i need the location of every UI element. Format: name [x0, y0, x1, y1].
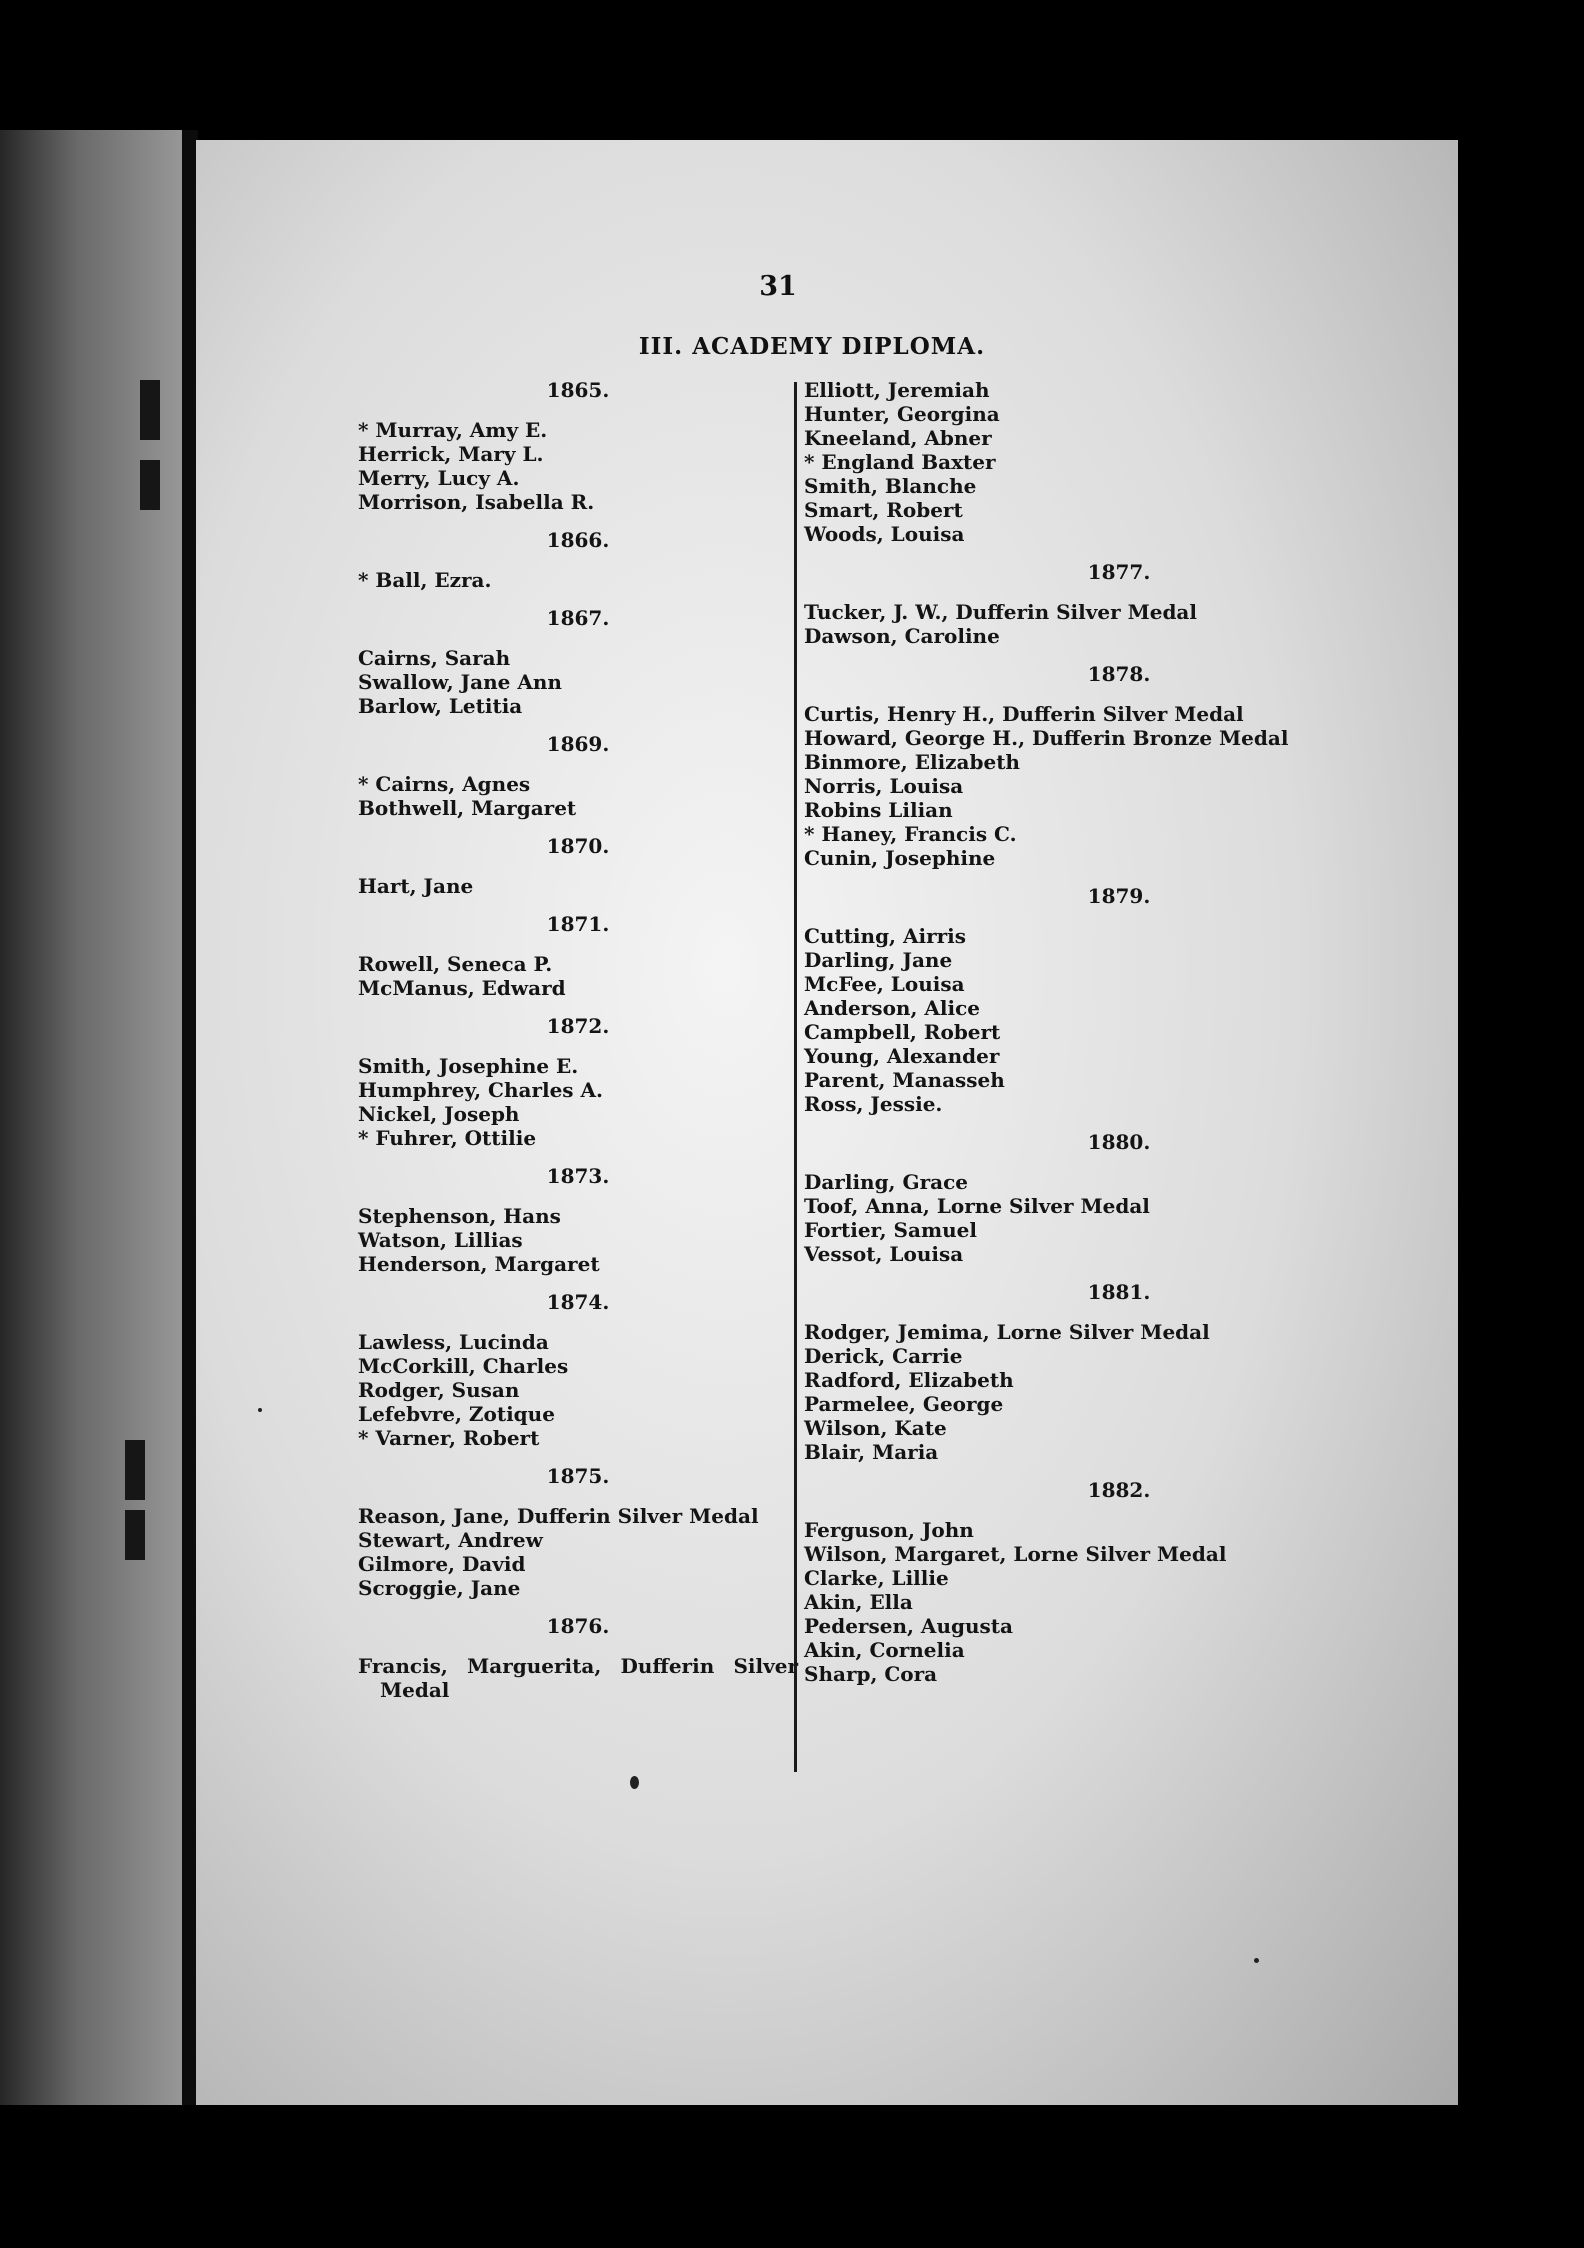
year-heading: 1882. [1087, 1478, 1151, 1502]
graduate-entry: * Varner, Robert [358, 1426, 540, 1450]
graduate-entry: Stephenson, Hans [358, 1204, 561, 1228]
graduate-entry: * Cairns, Agnes [358, 772, 531, 796]
graduate-entry: Ross, Jessie. [804, 1092, 943, 1116]
section-title: III. ACADEMY DIPLOMA. [638, 333, 986, 360]
graduate-entry: Howard, George H., Dufferin Bronze Medal [804, 726, 1289, 750]
graduate-entry: Fortier, Samuel [804, 1218, 977, 1242]
graduate-entry: Hunter, Georgina [804, 402, 1000, 426]
binding-mark [125, 1440, 145, 1500]
graduate-entry: Merry, Lucy A. [358, 466, 520, 490]
graduate-entry: Parent, Manasseh [804, 1068, 1005, 1092]
graduate-entry: Dawson, Caroline [804, 624, 1000, 648]
graduate-entry: Scroggie, Jane [358, 1576, 521, 1600]
graduate-entry: * Fuhrer, Ottilie [358, 1126, 537, 1150]
graduate-entry: Smith, Josephine E. [358, 1054, 579, 1078]
graduate-entry: Vessot, Louisa [804, 1242, 964, 1266]
graduate-entry: Hart, Jane [358, 874, 474, 898]
page-number: 31 [759, 271, 797, 302]
graduate-entry: Kneeland, Abner [804, 426, 992, 450]
graduate-entry: * Murray, Amy E. [358, 418, 548, 442]
graduate-entry: Clarke, Lillie [804, 1566, 949, 1590]
year-heading: 1865. [546, 378, 610, 402]
year-heading: 1872. [546, 1014, 610, 1038]
graduate-entry: Campbell, Robert [804, 1020, 1001, 1044]
graduate-entry: McManus, Edward [358, 976, 566, 1000]
graduate-entry: Humphrey, Charles A. [358, 1078, 603, 1102]
year-heading: 1877. [1087, 560, 1151, 584]
graduate-entry: Watson, Lillias [358, 1228, 523, 1252]
graduate-entry: Lawless, Lucinda [358, 1330, 549, 1354]
binding-mark [140, 380, 160, 440]
graduate-entry: Stewart, Andrew [358, 1528, 543, 1552]
graduate-entry: * Ball, Ezra. [358, 568, 492, 592]
year-heading: 1875. [546, 1464, 610, 1488]
graduate-entry: Parmelee, George [804, 1392, 1004, 1416]
graduate-entry: Norris, Louisa [804, 774, 964, 798]
graduate-entry: Rodger, Jemima, Lorne Silver Medal [804, 1320, 1210, 1344]
year-heading: 1881. [1087, 1280, 1151, 1304]
year-heading: 1871. [546, 912, 610, 936]
graduate-entry: Reason, Jane, Dufferin Silver Medal [358, 1504, 759, 1528]
graduate-entry: Morrison, Isabella R. [358, 490, 595, 514]
graduate-entry: Darling, Grace [804, 1170, 968, 1194]
year-heading: 1876. [546, 1614, 610, 1638]
ink-speck [630, 1776, 639, 1789]
graduate-entry: Robins Lilian [804, 798, 953, 822]
graduate-entry: Akin, Cornelia [804, 1638, 965, 1662]
graduate-entry: Young, Alexander [804, 1044, 1000, 1068]
right-column [804, 378, 1434, 1686]
graduate-entry: Pedersen, Augusta [804, 1614, 1013, 1638]
graduate-entry: Herrick, Mary L. [358, 442, 544, 466]
graduate-entry: McCorkill, Charles [358, 1354, 569, 1378]
graduate-entry: Lefebvre, Zotique [358, 1402, 555, 1426]
binding-mark [140, 460, 160, 510]
year-heading: 1878. [1087, 662, 1151, 686]
graduate-entry: Wilson, Margaret, Lorne Silver Medal [804, 1542, 1227, 1566]
graduate-entry: Sharp, Cora [804, 1662, 938, 1686]
graduate-entry: Wilson, Kate [804, 1416, 947, 1440]
year-heading: 1867. [546, 606, 610, 630]
graduate-entry: Darling, Jane [804, 948, 953, 972]
year-heading: 1874. [546, 1290, 610, 1314]
graduate-entry: Cunin, Josephine [804, 846, 996, 870]
graduate-entry: Tucker, J. W., Dufferin Silver Medal [804, 600, 1197, 624]
year-heading: 1866. [546, 528, 610, 552]
graduate-entry: Nickel, Joseph [358, 1102, 520, 1126]
graduate-entry: McFee, Louisa [804, 972, 965, 996]
graduate-entry: Elliott, Jeremiah [804, 378, 990, 402]
graduate-entry: Rowell, Seneca P. [358, 952, 553, 976]
year-heading: 1880. [1087, 1130, 1151, 1154]
year-heading: 1879. [1087, 884, 1151, 908]
binding-mark [125, 1510, 145, 1560]
graduate-entry: Cairns, Sarah [358, 646, 511, 670]
facing-page-edge [0, 130, 195, 2105]
graduate-entry: * England Baxter [804, 450, 996, 474]
document-page [196, 140, 1458, 2105]
graduate-entry: Barlow, Letitia [358, 694, 523, 718]
graduate-entry: Rodger, Susan [358, 1378, 520, 1402]
graduate-entry: Henderson, Margaret [358, 1252, 600, 1276]
year-heading: 1870. [546, 834, 610, 858]
graduate-entry: Cutting, Airris [804, 924, 967, 948]
graduate-entry: Woods, Louisa [804, 522, 965, 546]
year-heading: 1873. [546, 1164, 610, 1188]
graduate-entry: Francis, Marguerita, Dufferin Silver Medal [358, 1654, 798, 1702]
graduate-entry: Bothwell, Margaret [358, 796, 577, 820]
graduate-entry: Curtis, Henry H., Dufferin Silver Medal [804, 702, 1244, 726]
year-heading: 1869. [546, 732, 610, 756]
graduate-entry: Smith, Blanche [804, 474, 977, 498]
graduate-entry: Binmore, Elizabeth [804, 750, 1020, 774]
graduate-entry: Smart, Robert [804, 498, 963, 522]
graduate-entry: Akin, Ella [804, 1590, 913, 1614]
graduate-entry: Ferguson, John [804, 1518, 974, 1542]
graduate-entry: Anderson, Alice [804, 996, 980, 1020]
graduate-entry: Radford, Elizabeth [804, 1368, 1014, 1392]
graduate-entry: Blair, Maria [804, 1440, 939, 1464]
graduate-entry: Gilmore, David [358, 1552, 526, 1576]
left-column [358, 378, 798, 1702]
ink-speck [1254, 1958, 1259, 1963]
graduate-entry: Derick, Carrie [804, 1344, 963, 1368]
graduate-entry: * Haney, Francis C. [804, 822, 1017, 846]
graduate-entry: Swallow, Jane Ann [358, 670, 562, 694]
ink-speck [258, 1408, 262, 1412]
graduate-entry: Toof, Anna, Lorne Silver Medal [804, 1194, 1150, 1218]
